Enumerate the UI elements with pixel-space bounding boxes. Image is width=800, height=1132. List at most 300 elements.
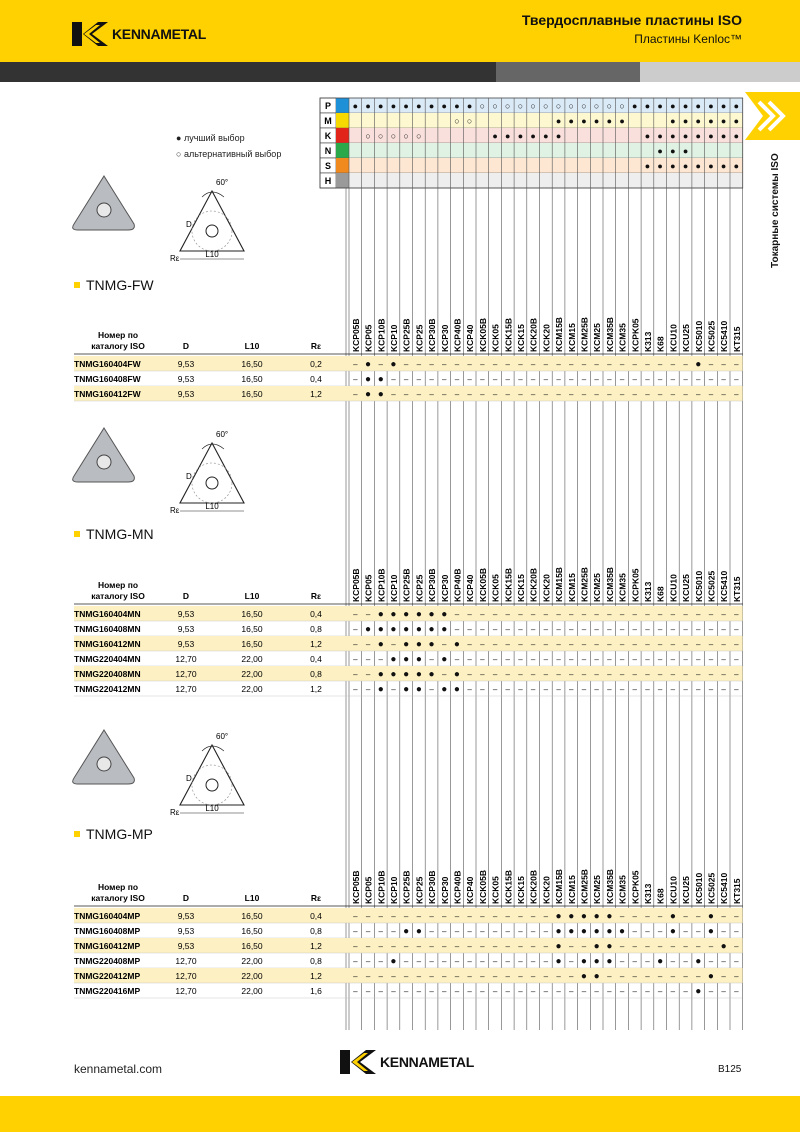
grade-header: KCP30B: [427, 870, 438, 904]
grade-header: KCK20: [541, 324, 552, 352]
grade-mark-none: –: [353, 375, 358, 384]
grade-mark-none: –: [657, 640, 663, 649]
grade-mark-best: ●: [403, 654, 410, 665]
grade-mark-none: –: [543, 987, 549, 996]
grade-mark-none: –: [696, 655, 701, 664]
grade-mark-none: –: [645, 942, 650, 951]
iso-color-swatch: [336, 173, 349, 188]
part-number: TNMG160408MP: [74, 926, 141, 936]
grade-mark-none: –: [708, 942, 714, 951]
part-number: TNMG220404MN: [74, 654, 141, 664]
grade-mark-none: –: [607, 655, 612, 664]
grade-mark-none: –: [467, 912, 472, 921]
grade-header: KCP40B: [452, 568, 463, 602]
grade-mark-none: –: [734, 912, 739, 921]
header-l10: L10: [244, 591, 260, 601]
grade-mark-best: ●: [568, 926, 575, 937]
iso-mark: ●: [606, 116, 613, 126]
grade-mark-none: –: [353, 360, 358, 369]
iso-mark: ●: [682, 146, 689, 156]
grade-mark-best: ●: [707, 926, 714, 937]
grade-mark-none: –: [556, 640, 561, 649]
grade-mark-none: –: [696, 912, 701, 921]
grade-mark-none: –: [480, 972, 485, 981]
grade-mark-best: ●: [555, 956, 562, 967]
part-number: TNMG220412MN: [74, 684, 141, 694]
grade-mark-none: –: [708, 685, 714, 694]
grade-header: KCPK05: [630, 568, 641, 602]
dimension-l10: 16,50: [241, 359, 263, 369]
grade-mark-best: ●: [377, 389, 384, 400]
iso-mark: ●: [708, 161, 714, 171]
header-part-line1: Номер по: [97, 330, 139, 340]
grade-mark-none: –: [619, 610, 625, 619]
grade-mark-best: ●: [403, 926, 410, 937]
grade-mark-none: –: [670, 375, 676, 384]
dimension-re: 1,2: [310, 389, 322, 399]
dimension-re: 1,2: [310, 639, 322, 649]
grade-mark-none: –: [607, 390, 612, 399]
grade-mark-best: ●: [403, 684, 410, 695]
grade-mark-none: –: [492, 390, 498, 399]
grade-mark-none: –: [734, 375, 739, 384]
part-number: TNMG160412FW: [74, 389, 141, 399]
grade-mark-best: ●: [453, 639, 460, 650]
grade-mark-none: –: [708, 625, 714, 634]
grade-mark-none: –: [492, 610, 498, 619]
page-number: B125: [718, 1064, 742, 1075]
grade-mark-none: –: [556, 670, 561, 679]
grade-mark-none: –: [607, 685, 612, 694]
iso-mark: ○: [606, 101, 613, 111]
angle-label: 60°: [216, 430, 229, 439]
iso-mark: ○: [530, 101, 536, 111]
grade-mark-none: –: [632, 972, 637, 981]
grade-header: KCK20B: [528, 869, 539, 904]
grade-mark-none: –: [467, 942, 472, 951]
grade-mark-none: –: [467, 655, 472, 664]
grade-mark-none: –: [454, 655, 460, 664]
iso-color-swatch: [336, 128, 349, 143]
header-re: Rε: [310, 893, 322, 903]
grade-mark-none: –: [454, 957, 460, 966]
grade-mark-none: –: [708, 957, 714, 966]
dimension-l10: 22,00: [241, 654, 263, 664]
grade-mark-none: –: [696, 972, 701, 981]
grade-mark-none: –: [619, 987, 625, 996]
grade-mark-none: –: [657, 685, 663, 694]
grade-mark-none: –: [467, 360, 472, 369]
grade-mark-best: ●: [669, 911, 676, 922]
grade-mark-none: –: [632, 640, 637, 649]
iso-color-swatch: [336, 158, 349, 173]
grade-mark-none: –: [569, 942, 574, 951]
iso-row-bg: [349, 173, 743, 188]
dimension-l10: 22,00: [241, 684, 263, 694]
grade-mark-none: –: [378, 957, 383, 966]
grade-mark-none: –: [657, 375, 663, 384]
grade-mark-none: –: [467, 670, 472, 679]
grade-header: KCM15: [566, 323, 577, 352]
grade-mark-none: –: [416, 942, 422, 951]
grade-mark-none: –: [594, 610, 599, 619]
d-label: D: [186, 220, 192, 229]
grade-mark-none: –: [619, 912, 625, 921]
grade-mark-best: ●: [365, 359, 372, 370]
grade-mark-none: –: [721, 670, 726, 679]
grade-header: KCP05B: [350, 568, 361, 602]
grade-header: KCK05: [490, 324, 501, 352]
grade-mark-none: –: [670, 942, 676, 951]
dimension-d: 9,53: [177, 624, 195, 634]
grade-mark-none: –: [353, 912, 358, 921]
insert-hole: [97, 455, 111, 469]
grade-mark-none: –: [442, 640, 447, 649]
grade-mark-none: –: [454, 987, 460, 996]
grade-mark-best: ●: [580, 971, 587, 982]
grade-mark-best: ●: [441, 609, 448, 620]
grade-mark-none: –: [581, 685, 587, 694]
grade-mark-none: –: [645, 912, 650, 921]
grade-mark-none: –: [416, 912, 422, 921]
grade-mark-best: ●: [377, 624, 384, 635]
grade-mark-none: –: [556, 360, 561, 369]
grade-mark-none: –: [721, 927, 726, 936]
grade-header: KCM15B: [554, 317, 565, 352]
grade-mark-none: –: [480, 912, 485, 921]
iso-mark: ●: [733, 161, 740, 171]
grade-mark-best: ●: [555, 926, 562, 937]
grade-mark-none: –: [454, 927, 460, 936]
grade-mark-none: –: [645, 987, 650, 996]
grade-mark-none: –: [378, 927, 383, 936]
grade-mark-none: –: [378, 360, 383, 369]
grade-mark-none: –: [442, 957, 447, 966]
grade-mark-none: –: [594, 670, 599, 679]
grade-mark-best: ●: [606, 941, 613, 952]
grade-mark-none: –: [556, 987, 561, 996]
grade-mark-none: –: [657, 987, 663, 996]
dimension-d: 12,70: [175, 684, 197, 694]
grade-header: KCP05: [363, 574, 374, 602]
iso-mark: ●: [682, 161, 689, 171]
grade-mark-best: ●: [390, 609, 397, 620]
grade-mark-none: –: [569, 360, 574, 369]
iso-mark: ●: [403, 101, 409, 111]
dimension-re: 0,8: [310, 956, 322, 966]
grade-mark-best: ●: [415, 639, 422, 650]
insert-photo: [73, 176, 135, 230]
grade-mark-none: –: [467, 987, 472, 996]
grade-mark-none: –: [505, 912, 510, 921]
grade-mark-none: –: [530, 655, 536, 664]
grade-mark-none: –: [543, 390, 549, 399]
grade-mark-none: –: [365, 972, 371, 981]
grade-mark-none: –: [581, 987, 587, 996]
dimension-re: 0,4: [310, 609, 322, 619]
grade-mark-best: ●: [390, 956, 397, 967]
iso-color-swatch: [336, 98, 349, 113]
grade-header: KCK15: [515, 876, 526, 904]
iso-mark: ○: [365, 131, 371, 141]
grade-mark-none: –: [594, 360, 599, 369]
grade-mark-best: ●: [403, 609, 410, 620]
grade-mark-none: –: [683, 640, 688, 649]
grade-mark-none: –: [645, 640, 650, 649]
grade-header: KCU25: [681, 574, 692, 602]
grade-mark-none: –: [454, 375, 460, 384]
iso-code-M: M: [324, 116, 332, 126]
angle-label: 60°: [216, 178, 229, 187]
iso-mark: ●: [720, 131, 727, 141]
grade-mark-none: –: [569, 625, 574, 634]
grade-mark-best: ●: [619, 926, 626, 937]
grade-header: KCK15B: [503, 317, 514, 352]
dimension-d: 9,53: [177, 639, 195, 649]
grade-mark-none: –: [543, 927, 549, 936]
grade-mark-none: –: [391, 942, 396, 951]
grade-mark-none: –: [670, 640, 676, 649]
iso-mark: ●: [543, 131, 549, 141]
grade-mark-none: –: [416, 957, 422, 966]
grade-mark-none: –: [683, 957, 688, 966]
grade-header: K68: [655, 336, 666, 352]
grade-mark-none: –: [467, 375, 472, 384]
grade-mark-none: –: [480, 987, 485, 996]
part-number: TNMG220416MP: [74, 986, 141, 996]
grade-mark-none: –: [619, 625, 625, 634]
grade-mark-none: –: [734, 625, 739, 634]
grade-header: KC5025: [706, 872, 717, 904]
grade-header: KCK05B: [477, 317, 488, 352]
grade-mark-none: –: [480, 957, 485, 966]
re-label: Rε: [170, 254, 180, 263]
iso-mark: ●: [644, 161, 651, 171]
grade-mark-none: –: [365, 942, 371, 951]
grade-mark-none: –: [429, 685, 434, 694]
grade-header: KCM25B: [579, 317, 590, 352]
grade-mark-none: –: [480, 360, 485, 369]
grade-mark-none: –: [619, 972, 625, 981]
dimension-re: 0,4: [310, 374, 322, 384]
grade-mark-none: –: [480, 670, 485, 679]
grade-mark-none: –: [734, 640, 739, 649]
grade-mark-none: –: [543, 972, 549, 981]
insert-photo: [73, 730, 135, 784]
grade-mark-none: –: [530, 957, 536, 966]
grade-mark-best: ●: [720, 941, 727, 952]
grade-header: KCP25: [414, 876, 425, 904]
grade-mark-none: –: [569, 670, 574, 679]
grade-mark-none: –: [670, 625, 676, 634]
grade-header: KCP30B: [427, 568, 438, 602]
iso-mark: ●: [644, 131, 651, 141]
grade-mark-none: –: [645, 360, 650, 369]
grade-mark-none: –: [683, 912, 688, 921]
grade-header: KCM35: [617, 323, 628, 352]
grade-mark-none: –: [530, 610, 536, 619]
grade-mark-none: –: [403, 390, 409, 399]
kennametal-k-icon: [340, 1050, 376, 1074]
grade-mark-best: ●: [415, 624, 422, 635]
grade-header: KCP30B: [427, 318, 438, 352]
dimension-d: 9,53: [177, 941, 195, 951]
grade-header: KCPK05: [630, 870, 641, 904]
grade-mark-none: –: [721, 610, 726, 619]
grade-mark-none: –: [416, 987, 422, 996]
grade-mark-none: –: [607, 640, 612, 649]
grade-mark-none: –: [734, 360, 739, 369]
grade-mark-none: –: [429, 942, 434, 951]
dimension-l10: 16,50: [241, 609, 263, 619]
grade-header: KCK20: [541, 574, 552, 602]
grade-mark-none: –: [505, 670, 510, 679]
grade-mark-none: –: [518, 360, 523, 369]
grade-mark-best: ●: [606, 956, 613, 967]
grade-mark-best: ●: [580, 911, 587, 922]
grade-mark-none: –: [645, 927, 650, 936]
grade-mark-none: –: [556, 390, 561, 399]
grade-mark-best: ●: [555, 911, 562, 922]
grade-mark-best: ●: [707, 971, 714, 982]
grade-mark-none: –: [619, 655, 625, 664]
iso-mark: ○: [378, 131, 384, 141]
grade-mark-none: –: [683, 625, 688, 634]
grade-header: KCP10: [388, 324, 399, 352]
grade-header: KC5010: [693, 320, 704, 352]
grade-mark-none: –: [505, 375, 510, 384]
grade-mark-none: –: [696, 625, 701, 634]
grade-mark-none: –: [543, 375, 549, 384]
iso-mark: ●: [708, 116, 714, 126]
grade-mark-none: –: [632, 655, 637, 664]
grade-mark-none: –: [480, 390, 485, 399]
dimension-re: 0,8: [310, 624, 322, 634]
best-label: лучший выбор: [183, 133, 245, 143]
grade-header: KCP10: [388, 574, 399, 602]
grade-header: KC5025: [706, 570, 717, 602]
dimension-d: 12,70: [175, 956, 197, 966]
grade-mark-none: –: [518, 942, 523, 951]
grade-header: KCP30: [439, 574, 450, 602]
header-l10: L10: [244, 893, 260, 903]
footer-logo: [340, 1050, 474, 1074]
grade-header: KC5025: [706, 320, 717, 352]
grade-mark-best: ●: [403, 669, 410, 680]
grade-mark-none: –: [530, 670, 536, 679]
grade-mark-none: –: [708, 670, 714, 679]
grade-mark-none: –: [721, 685, 726, 694]
grade-mark-none: –: [505, 390, 510, 399]
grade-mark-none: –: [492, 927, 498, 936]
grade-mark-none: –: [530, 375, 536, 384]
grade-mark-none: –: [721, 375, 726, 384]
iso-mark: ○: [403, 131, 409, 141]
iso-mark: ●: [670, 101, 676, 111]
iso-mark: ●: [416, 101, 422, 111]
iso-mark: ●: [682, 101, 689, 111]
grade-mark-none: –: [391, 972, 396, 981]
dimension-l10: 16,50: [241, 911, 263, 921]
grade-mark-none: –: [581, 375, 587, 384]
grade-mark-none: –: [492, 685, 498, 694]
grade-mark-none: –: [416, 390, 422, 399]
grade-header: KCM25: [592, 323, 603, 352]
grade-header: K313: [642, 883, 653, 904]
grade-mark-none: –: [543, 957, 549, 966]
iso-code-H: H: [324, 176, 332, 186]
iso-mark: ○: [492, 101, 498, 111]
grade-mark-none: –: [353, 972, 358, 981]
grade-mark-none: –: [657, 360, 663, 369]
grade-mark-best: ●: [365, 374, 372, 385]
grade-mark-none: –: [442, 942, 447, 951]
grade-mark-none: –: [594, 640, 599, 649]
grade-mark-best: ●: [606, 911, 613, 922]
grade-header: KCM25B: [579, 567, 590, 602]
grade-mark-none: –: [721, 360, 726, 369]
grade-mark-none: –: [619, 957, 625, 966]
grade-mark-none: –: [530, 942, 536, 951]
grade-mark-none: –: [543, 360, 549, 369]
dimension-l10: 22,00: [241, 669, 263, 679]
grade-mark-none: –: [518, 912, 523, 921]
grade-mark-none: –: [657, 390, 663, 399]
iso-mark: ○: [619, 101, 625, 111]
part-number: TNMG160404MN: [74, 609, 141, 619]
grade-mark-none: –: [454, 912, 460, 921]
grade-mark-none: –: [353, 942, 358, 951]
grade-mark-none: –: [734, 655, 739, 664]
d-label: D: [186, 472, 192, 481]
grade-header: KCP10B: [376, 568, 387, 602]
grade-header: KCM15: [566, 875, 577, 904]
grade-mark-none: –: [696, 375, 701, 384]
grade-mark-none: –: [594, 685, 599, 694]
grade-mark-best: ●: [555, 941, 562, 952]
header-d: D: [182, 591, 190, 601]
dimension-d: 9,53: [177, 911, 195, 921]
grade-mark-none: –: [569, 655, 574, 664]
grade-mark-none: –: [429, 390, 434, 399]
grade-mark-none: –: [543, 912, 549, 921]
grade-header: KCP30: [439, 876, 450, 904]
dimension-re: 1,2: [310, 941, 322, 951]
grade-mark-none: –: [518, 640, 523, 649]
grade-mark-none: –: [657, 625, 663, 634]
l10-label: L10: [205, 250, 219, 259]
grade-header: KCP25B: [401, 568, 412, 602]
grade-mark-none: –: [365, 640, 371, 649]
grade-mark-best: ●: [453, 684, 460, 695]
grade-header: KCM15B: [554, 869, 565, 904]
grade-mark-none: –: [391, 912, 396, 921]
grade-mark-best: ●: [593, 926, 600, 937]
grade-mark-best: ●: [415, 669, 422, 680]
footer-url[interactable]: kennametal.com: [74, 1062, 163, 1076]
grade-mark-none: –: [594, 625, 599, 634]
grade-mark-none: –: [619, 685, 625, 694]
dimension-d: 9,53: [177, 609, 195, 619]
grade-mark-none: –: [581, 655, 587, 664]
grade-mark-best: ●: [593, 971, 600, 982]
grade-mark-none: –: [670, 972, 676, 981]
iso-mark: ●: [695, 116, 701, 126]
grade-mark-none: –: [429, 655, 434, 664]
grade-header: KC5410: [719, 872, 730, 904]
grade-mark-none: –: [492, 375, 498, 384]
grade-header: KCM35: [617, 573, 628, 602]
